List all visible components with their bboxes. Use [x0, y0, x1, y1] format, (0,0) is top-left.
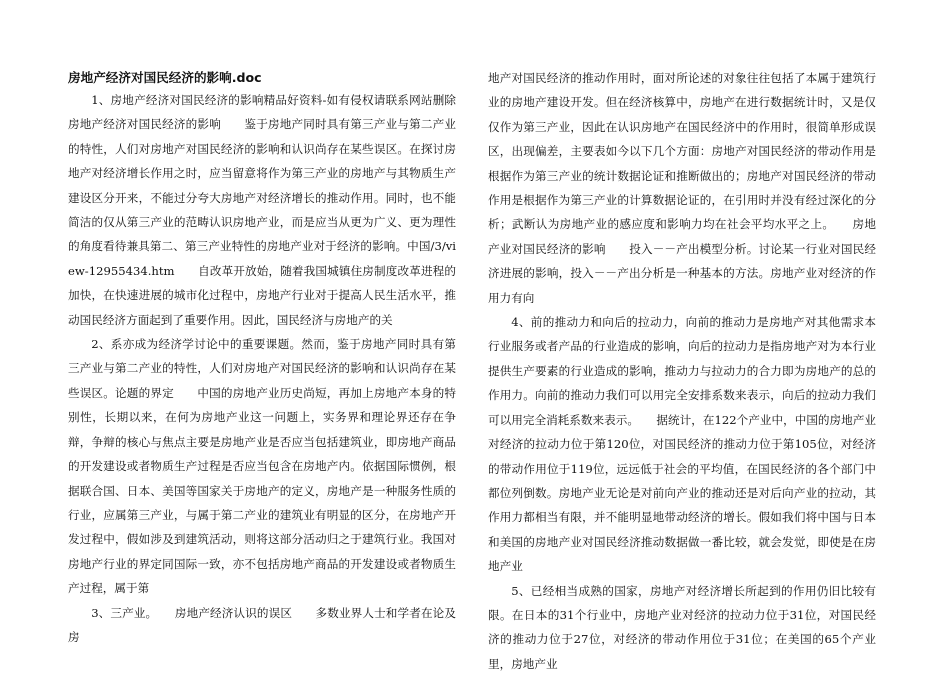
paragraph: 4、前的推动力和向后的拉动力，向前的推动力是房地产对其他需求本行业服务或者产品的行业造成的影响，向后的拉动力是指房地产对为本行业提供生产要素的行业造成的影响，推动力与拉动力的合力即为房地产的总的作用力。向前的推动力我们可以用完全安排系数来表示，向后的拉动力我们可以用完全消耗系数来表示。 据统计，在122个产业中，中国的房地产业对经济的拉动力位于第120位，对国民经济的推动力位于第105位，对经济的带动作用位于119位，远远低于社会的平均值，在国民经济的各个部门中都位列倒数。房地产业无论是对前向产业的推动还是对后向产业的拉动，其作用力都相当有限，并不能明显地带动经济的增长。假如我们将中国与日本和美国的房地产业对国民经济推动数据做一番比较，就会发觉，即使是在房地产业	[488, 315, 876, 574]
paragraph: 地产对国民经济的推动作用时，面对所论述的对象往往包括了本属于建筑行业的房地产建设开发。但在经济核算中，房地产在进行数据统计时，又是仅仅作为第三产业，因此在认识房地产在国民经济中的作用时，很简单形成误区，出现偏差，主要表如今以下几个方面：房地产对国民经济的带动作用是根据作为第三产业的统计数据论证和推断做出的；房地产对国民经济的带动作用是根据作为第三产业的计算数据论证的，在引用时并没有经过深化的分析；武断认为房地产业的感应度和影响力均在社会平均水平之上。 房地产业对国民经济的影响 投入－－产出模型分析。讨论某一行业对国民经济进展的影响，投入－－产出分析是一种基本的方法。房地产业对经济的作用力有向	[488, 71, 876, 305]
paragraph: 5、已经相当成熟的国家，房地产对经济增长所起到的作用仍旧比较有限。在日本的31个行业中，房地产业对经济的拉动力位于31位，对国民经济的推动力位于27位，对经济的带动作用位于31位；在美国的65个产业里，房地产业	[488, 583, 876, 671]
right-column	[488, 66, 876, 676]
document-title: 房地产经济对国民经济的影响.doc	[68, 70, 262, 85]
paragraph: 1、房地产经济对国民经济的影响精品好资料-如有侵权请联系网站删除房地产经济对国民经济的影响 鉴于房地产同时具有第三产业与第二产业的特性，人们对房地产对国民经济的影响和认识尚存在某些误区。在探讨房地产对经济增长作用之时，应当留意将作为第三产业的房地产与其物质生产建设区分开来，不能过分夸大房地产对经济增长的推动作用。同时，也不能简洁的仅从第三产业的范畴认识房地产业，而是应当从更为广义、更为理性的角度看待兼具第二、第三产业特性的房地产业对于经济的影响。中国/3/view-12955434.htm 自改革开放始，随着我国城镇住房制度改革进程的加快，在快速进展的城市化过程中，房地产行业对于提高人民生活水平，推动国民经济方面起到了重要作用。因此，国民经济与房地产的关	[68, 93, 456, 327]
paragraph: 2、系亦成为经济学讨论中的重要课题。然而，鉴于房地产同时具有第三产业与第二产业的特性，人们对房地产对国民经济的影响和认识尚存在某些误区。论题的界定 中国的房地产业历史尚短，再加上房地产本身的特别性，长期以来，在何为房地产业这一问题上，实务界和理论界还存在争辩，争辩的核心与焦点主要是房地产业是否应当包括建筑业，即房地产商品的开发建设或者物质生产过程是否应当包含在房地产内。依据国际惯例，根据联合国、日本、美国等国家关于房地产的定义，房地产是一种服务性质的行业，应属第三产业，与属于第二产业的建筑业有明显的区分，在房地产开发过程中，假如涉及到建筑活动，则将这部分活动归之于建筑行业。我国对房地产行业的界定同国际一致，亦不包括房地产商品的开发建设或者物质生产过程，属于第	[68, 337, 456, 596]
left-column	[68, 68, 456, 649]
paragraph: 3、三产业。 房地产经济认识的误区 多数业界人士和学者在论及房	[68, 605, 456, 644]
